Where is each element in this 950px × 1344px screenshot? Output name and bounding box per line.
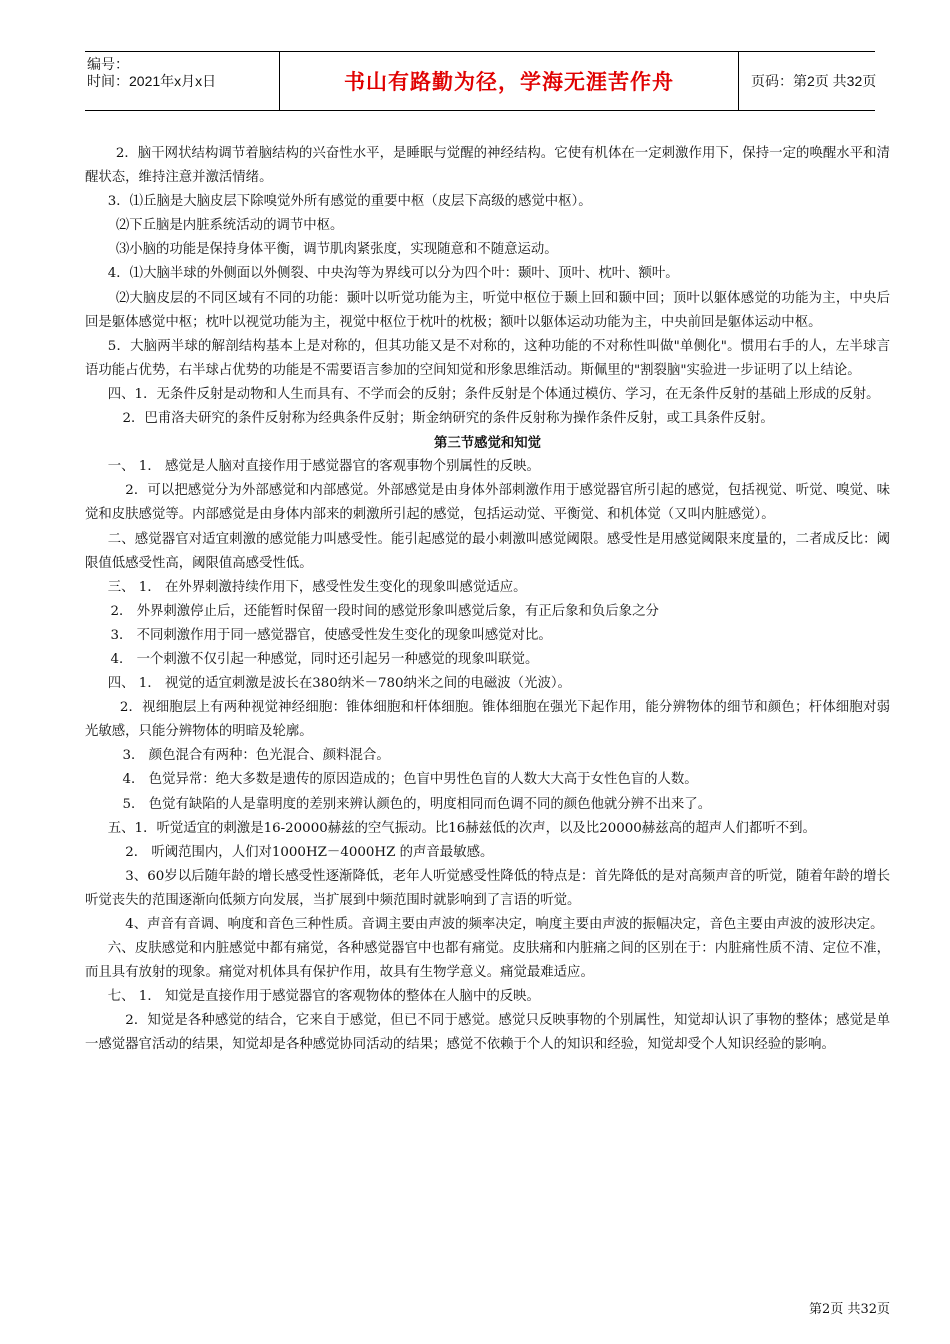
body-paragraph: 七、 1． 知觉是直接作用于感觉器官的客观物体的整体在人脑中的反映。 <box>107 989 540 1005</box>
body-paragraph: 六、皮肤感觉和内脏感觉中都有痛觉，各种感觉器官中也都有痛觉。皮肤痛和内脏痛之间的区别在于：内脏痛性质不清、定位不准，而且具有放射的现象。痛觉对机体具有保护作用，故具有生物学意义。痛觉最难适应。 <box>85 941 890 981</box>
body-paragraph: 4、声音有音调、响度和音色三种性质。音调主要由声波的频率决定，响度主要由声波的振幅决定，音色主要由声波的波形决定。 <box>125 917 884 932</box>
body-paragraph: 四、 1． 视觉的适宜刺激是波长在380纳米－780纳米之间的电磁波（光波）。 <box>107 676 571 692</box>
page-header <box>85 51 875 111</box>
body-paragraph: 3． 不同刺激作用于同一感觉器官，使感受性发生变化的现象叫感觉对比。 <box>110 627 552 643</box>
body-paragraph: 五、1．听觉适宜的刺激是16-20000赫兹的空气振动。比16赫兹低的次声，以及比20000赫兹高的超声人们都听不到。 <box>107 820 816 836</box>
body-paragraph: 4． 一个刺激不仅引起一种感觉，同时还引起另一种感觉的现象叫联觉。 <box>110 651 539 667</box>
header-page-label: 页码：第2页 共32页 <box>751 73 877 89</box>
body-paragraph: 一、 1． 感觉是人脑对直接作用于感觉器官的客观事物个别属性的反映。 <box>107 459 540 475</box>
body-paragraph: 2．脑干网状结构调节着脑结构的兴奋性水平，是睡眠与觉醒的神经结构。它使有机体在一定刺激作用下，保持一定的唤醒水平和清醒状态，维持注意并激活情绪。 <box>85 146 890 186</box>
body-paragraph: 5．大脑两半球的解剖结构基本上是对称的，但其功能又是不对称的，这种功能的不对称性叫做"单侧化"。惯用右手的人，左半球言语功能占优势，右半球占优势的功能是不需要语言参加的空间知觉和形象思维活动。斯佩里的"割裂脑"实验进一步证明了以上结论。 <box>85 338 890 378</box>
body-paragraph: 3、60岁以后随年龄的增长感受性逐渐降低，老年人听觉感受性降低的特点是：首先降低的是对高频声音的听觉，随着年龄的增长听觉丧失的范围逐渐向低频方向发展，当扩展到中频范围时就影响到了言语的听觉。 <box>85 868 890 908</box>
body-paragraph: 2．巴甫洛夫研究的条件反射称为经典条件反射；斯金纳研究的条件反射称为操作条件反射，或工具条件反射。 <box>122 411 774 427</box>
time-label: 时间：2021年x月x日 <box>87 73 217 89</box>
body-paragraph: ⑵大脑皮层的不同区域有不同的功能：颞叶以听觉功能为主，听觉中枢位于颞上回和颞中回；顶叶以躯体感觉的功能为主，中央后回是躯体感觉中枢；枕叶以视觉功能为主，视觉中枢位于枕叶的枕极；额叶以躯体运动功能为主，中央前回是躯体运动中枢。 <box>85 290 890 330</box>
header-page-cell <box>739 52 875 110</box>
body-paragraph: 三、 1． 在外界刺激持续作用下，感受性发生变化的现象叫感觉适应。 <box>107 579 527 595</box>
body-paragraph: ⑶小脑的功能是保持身体平衡，调节肌肉紧张度，实现随意和不随意运动。 <box>115 242 558 258</box>
body-paragraph: ⑵下丘脑是内脏系统活动的调节中枢。 <box>115 218 344 234</box>
body-paragraph: 3． 颜色混合有两种：色光混合、颜料混合。 <box>122 748 390 764</box>
body-paragraph: 2．可以把感觉分为外部感觉和内部感觉。外部感觉是由身体外部刺激作用于感觉器官所引起的感觉，包括视觉、听觉、嗅觉、味觉和皮肤感觉等。内部感觉是由身体内部来的刺激所引起的感觉，包括运动觉、平衡觉、和机体觉（又叫内脏感觉）。 <box>85 483 890 523</box>
header-meta <box>85 52 277 110</box>
body-paragraph: 5． 色觉有缺陷的人是靠明度的差别来辨认颜色的，明度相同而色调不同的颜色他就分辨不出来了。 <box>122 796 712 812</box>
body-paragraph: 3．⑴丘脑是大脑皮层下除嗅觉外所有感觉的重要中枢（皮层下高级的感觉中枢）。 <box>107 194 592 210</box>
motto-text: 书山有路勤为径，学海无涯苦作舟 <box>344 70 674 94</box>
body-paragraph: 2． 听阈范围内，人们对1000HZ－4000HZ 的声音最敏感。 <box>125 844 494 860</box>
body-paragraph: 2． 外界刺激停止后，还能暂时保留一段时间的感觉形象叫感觉后象，有正后象和负后象之分 <box>110 603 659 619</box>
number-label: 编号： <box>87 56 129 72</box>
body-paragraph: 2．知觉是各种感觉的结合，它来自于感觉，但已不同于感觉。感觉只反映事物的个别属性，知觉却认识了事物的整体；感觉是单一感觉器官活动的结果，知觉却是各种感觉协同活动的结果；感觉不依赖于个人的知识和经验，知觉却受个人知识经验的影响。 <box>85 1013 890 1053</box>
body-paragraph: 2．视细胞层上有两种视觉神经细胞：锥体细胞和杆体细胞。锥体细胞在强光下起作用，能分辨物体的细节和颜色；杆体细胞对弱光敏感，只能分辨物体的明暗及轮廓。 <box>85 700 890 740</box>
body-paragraph: 4．⑴大脑半球的外侧面以外侧裂、中央沟等为界线可以分为四个叶：颞叶、顶叶、枕叶、额叶。 <box>107 266 679 282</box>
document-body <box>85 142 890 1058</box>
body-paragraph: 四、1．无条件反射是动物和人生而具有、不学而会的反射；条件反射是个体通过模仿、学习，在无条件反射的基础上形成的反射。 <box>107 386 880 402</box>
footer-page-label: 第2页 共32页 <box>809 1302 890 1317</box>
body-paragraph: 4． 色觉异常：绝大多数是遗传的原因造成的；色盲中男性色盲的人数大大高于女性色盲的人数。 <box>122 772 698 788</box>
section-title: 第三节感觉和知觉 <box>433 435 542 452</box>
body-paragraph: 二、感觉器官对适宜刺激的感觉能力叫感受性。能引起感觉的最小刺激叫感觉阈限。感受性是用感觉阈限来度量的，二者成反比：阈限值低感受性高，阈限值高感受性低。 <box>85 531 890 571</box>
header-motto-cell <box>279 52 739 110</box>
